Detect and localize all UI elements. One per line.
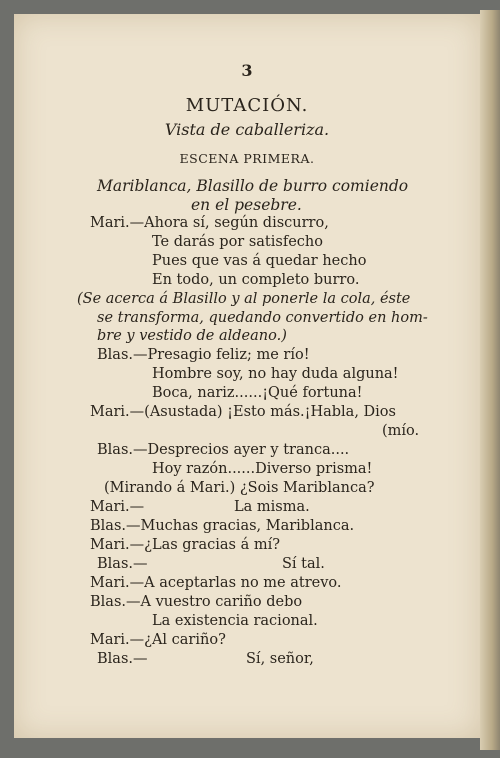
scene-setting: Vista de caballeriza. (164, 120, 330, 139)
stage-direction-line: Mariblanca, Blasillo de burro comiendo (97, 177, 409, 195)
dialogue-line: Hoy razón......Diverso prisma! (152, 461, 373, 477)
stage-direction-line: bre y vestido de aldeano.) (97, 328, 287, 344)
dialogue-line: La existencia racional. (152, 613, 318, 629)
page-number: 3 (241, 61, 253, 80)
speaker-label: Mari.— (90, 499, 145, 515)
stage-direction-line: en el pesebre. (191, 196, 302, 214)
scene-heading: ESCENA PRIMERA. (179, 151, 315, 166)
dialogue-line: Blas.—Desprecios ayer y tranca.... (97, 442, 350, 458)
dialogue-line: Mari.—Ahora sí, según discurro, (90, 215, 329, 231)
stage-direction-line: se transforma, quedando convertido en hom- (97, 310, 428, 326)
dialogue-line: Blas.—Presagio feliz; me río! (97, 347, 310, 363)
dialogue-line: Mari.—¿Al cariño? (90, 632, 226, 648)
dialogue-line: (Mirando á Mari.) ¿Sois Mariblanca? (104, 480, 375, 496)
book-spine-edge (480, 10, 500, 750)
dialogue-line: Boca, nariz......¡Qué fortuna! (152, 385, 363, 401)
dialogue-line: Pues que vas á quedar hecho (152, 253, 367, 269)
dialogue-line: Hombre soy, no hay duda alguna! (152, 366, 399, 382)
act-title: MUTACIÓN. (185, 95, 309, 116)
dialogue-line: Blas.—Muchas gracias, Mariblanca. (90, 518, 355, 534)
dialogue-line: Sí tal. (282, 556, 325, 572)
dialogue-line: Blas.—A vuestro cariño debo (90, 594, 303, 610)
dialogue-line: Mari.—(Asustada) ¡Esto más.¡Habla, Dios (90, 404, 396, 420)
dialogue-line: Mari.—A aceptarlas no me atrevo. (90, 575, 342, 591)
speaker-label: Blas.— (97, 556, 148, 572)
dialogue-line: Mari.—¿Las gracias á mí? (90, 537, 280, 553)
dialogue-line: La misma. (234, 499, 310, 515)
dialogue-line: Te darás por satisfecho (152, 234, 323, 250)
speaker-label: Blas.— (97, 651, 148, 667)
dialogue-line: En todo, un completo burro. (152, 272, 360, 288)
dialogue-line: Sí, señor, (246, 651, 314, 667)
dialogue-line-continuation: (mío. (382, 423, 420, 439)
stage-direction-line: (Se acerca á Blasillo y al ponerle la cola, éste (77, 291, 411, 307)
book-page (14, 14, 480, 738)
